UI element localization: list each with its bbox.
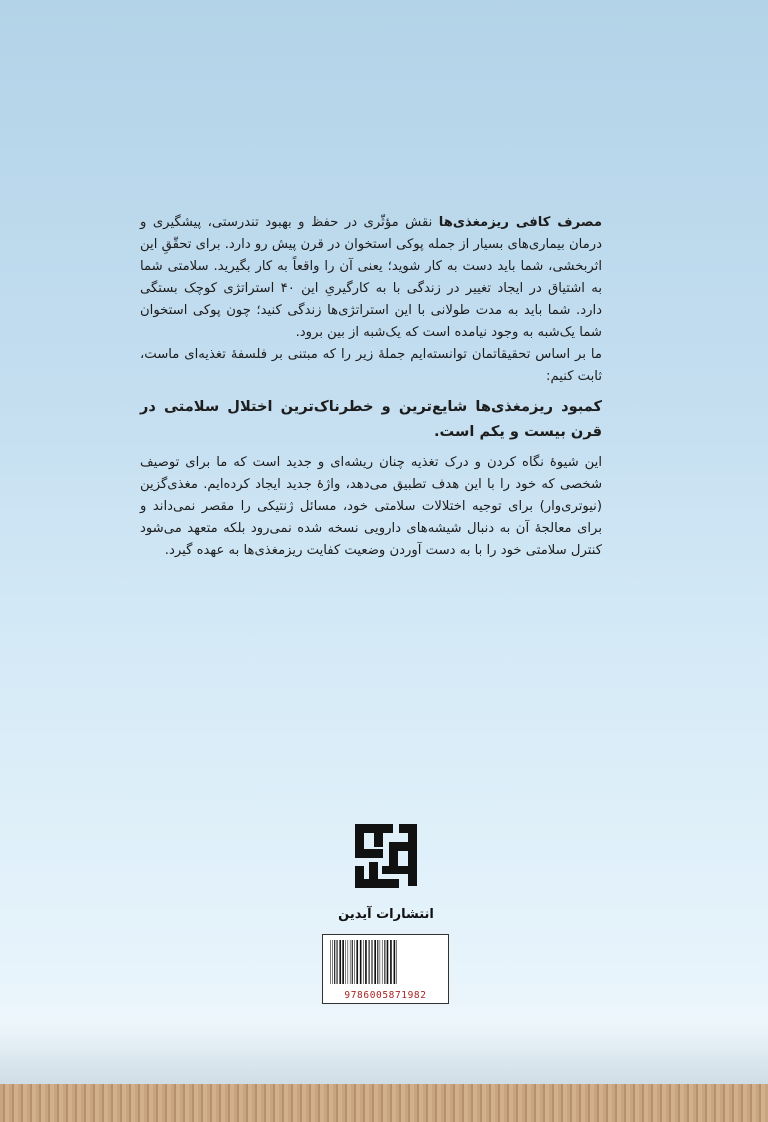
barcode-bar — [396, 940, 397, 984]
barcode-bar — [339, 940, 341, 984]
intro-paragraph — [140, 212, 602, 344]
barcode-bar — [354, 940, 355, 984]
barcode-bar — [345, 940, 346, 984]
barcode-bar — [384, 940, 385, 984]
isbn-number: 9786005871982 — [344, 990, 427, 1001]
barcode-bar — [360, 940, 362, 984]
intro-lead: مصرف کافی ریزمغذی‌ها — [438, 215, 602, 230]
barcode-bar — [377, 940, 378, 984]
barcode-bar — [382, 940, 383, 984]
publisher-logo — [338, 822, 434, 930]
publisher-name: انتشارات آیدین — [338, 907, 434, 922]
barcode-bar — [371, 940, 372, 984]
barcode-bars — [329, 940, 441, 984]
barcode-bar — [369, 940, 370, 984]
back-cover-text — [140, 212, 602, 562]
barcode-bar — [330, 940, 331, 984]
research-paragraph: ما بر اساس تحقیقاتمان توانسته‌ایم جملهٔ زیر را که مبتنی بر فلسفهٔ تغذیه‌ای ماست، ثابت کنیم: — [140, 347, 602, 384]
barcode-bar — [390, 940, 392, 984]
sand-strip — [0, 1084, 768, 1122]
barcode-bar — [394, 940, 396, 984]
closing-paragraph: این شیوهٔ نگاه کردن و درک تغذیه چنان ریشه‌ای و جدید است که ما برای توصیف شخصی که خود را با این هدف تطبیق می‌دهد، واژهٔ جدید ایجاد کرده‌ایم. مغذی‌گزین (نیوتری‌وار) برای توجیه اختلالات سلامتی خود، مسائل ژنتیکی را مقصر نمی‌داند و برای معالجهٔ آن به دنبال شیشه‌های دارویی نسخه شده نمی‌رود بلکه متعهد می‌شود کنترل سلامتی خود را با به دست آوردن وضعیت کفایت ریزمغذی‌ها به عهده گیرد. — [140, 455, 602, 558]
barcode-bar — [356, 940, 358, 984]
barcode-bar — [380, 940, 381, 984]
barcode-bar — [342, 940, 344, 984]
isbn-barcode — [322, 934, 449, 1004]
highlight-statement: کمبود ریزمغذی‌ها شایع‌ترین و خطرناک‌ترین اختلال سلامتی در قرن بیست و یکم است. — [140, 398, 602, 440]
horizon-haze — [0, 1024, 768, 1084]
barcode-bar — [387, 940, 389, 984]
barcode-bar — [337, 940, 338, 984]
barcode-bar — [352, 940, 353, 984]
barcode-bar — [363, 940, 364, 984]
intro-body: نقش مؤثّری در حفظ و بهبود تندرستی، پیشگیری و درمان بیماری‌های بسیار از جمله پوکی استخوان در قرن پیش رو دارد. برای تحقّقِ این اثربخشی، شما باید دست به کار شوید؛ یعنی آن را واقعاً به کار بگیرید. سلامتی شما به اشتیاق در ایجاد تغییر در زندگی با به کارگیریِ این ۴۰ استراتژی کوچک بستگی دارد. شما باید به مدت طولانی با این استراتژی‌ها زندگی کنید؛ چون پوکی استخوان شما یک‌شبه به وجود نیامده است که یک‌شبه از بین برود. — [140, 215, 602, 340]
barcode-bar — [348, 940, 349, 984]
barcode-bar — [350, 940, 351, 984]
barcode-bar — [365, 940, 367, 984]
barcode-bar — [332, 940, 333, 984]
barcode-bar — [334, 940, 335, 984]
barcode-bar — [374, 940, 376, 984]
